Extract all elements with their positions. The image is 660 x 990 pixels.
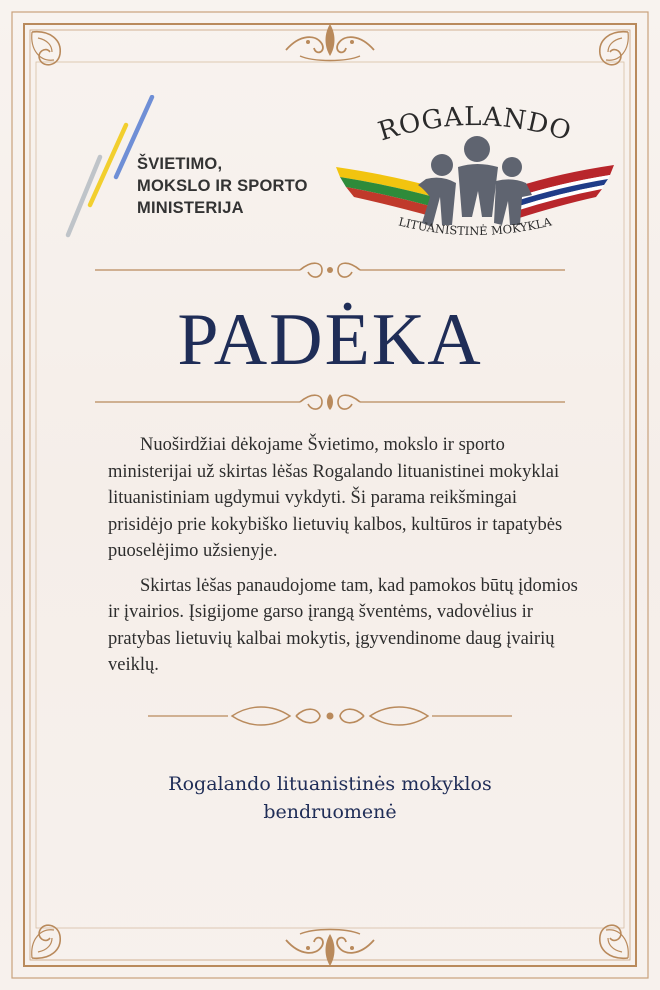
ministry-name — [137, 153, 308, 219]
school-logo — [330, 105, 620, 255]
signature-line-2: bendruomenė — [263, 801, 397, 823]
ministry-line-3: MINISTERIJA — [137, 199, 244, 217]
body-text — [108, 432, 578, 687]
divider-top — [95, 263, 565, 277]
paragraph-1: Nuoširdžiai dėkojame Švietimo, mokslo ir sporto ministerijai už skirtas lėšas Rogalando lituanistinei mokyklai lituanistiniam ugdymui vykdyti. Ši parama reikšmingai prisidėjo prie kokybiško lietuvių kalbos, kultūros ir tapatybės puoselėjimo užsienyje. — [108, 435, 563, 561]
school-subtitle: LITUANISTINĖ MOKYKLA — [397, 214, 553, 239]
family-figures-icon — [418, 136, 532, 227]
paragraph-2: Skirtas lėšas panaudojome tam, kad pamokos būtų įdomios ir įvairios. Įsigijome garso įrangą šventėms, vadovėlius ir pratybas lietuvių kalbai mokytis, įgyvendinome daug įvairių veiklų. — [108, 575, 578, 675]
school-name: ROGALANDO — [374, 105, 576, 148]
page-title: PADĖKA — [177, 299, 483, 381]
ministry-line-1: ŠVIETIMO, — [137, 155, 223, 173]
signature-line-1: Rogalando lituanistinės mokyklos — [168, 773, 492, 795]
signature — [0, 770, 660, 826]
divider-bottom — [148, 707, 512, 725]
ministry-line-2: MOKSLO IR SPORTO — [137, 177, 308, 195]
divider-middle — [95, 394, 565, 410]
